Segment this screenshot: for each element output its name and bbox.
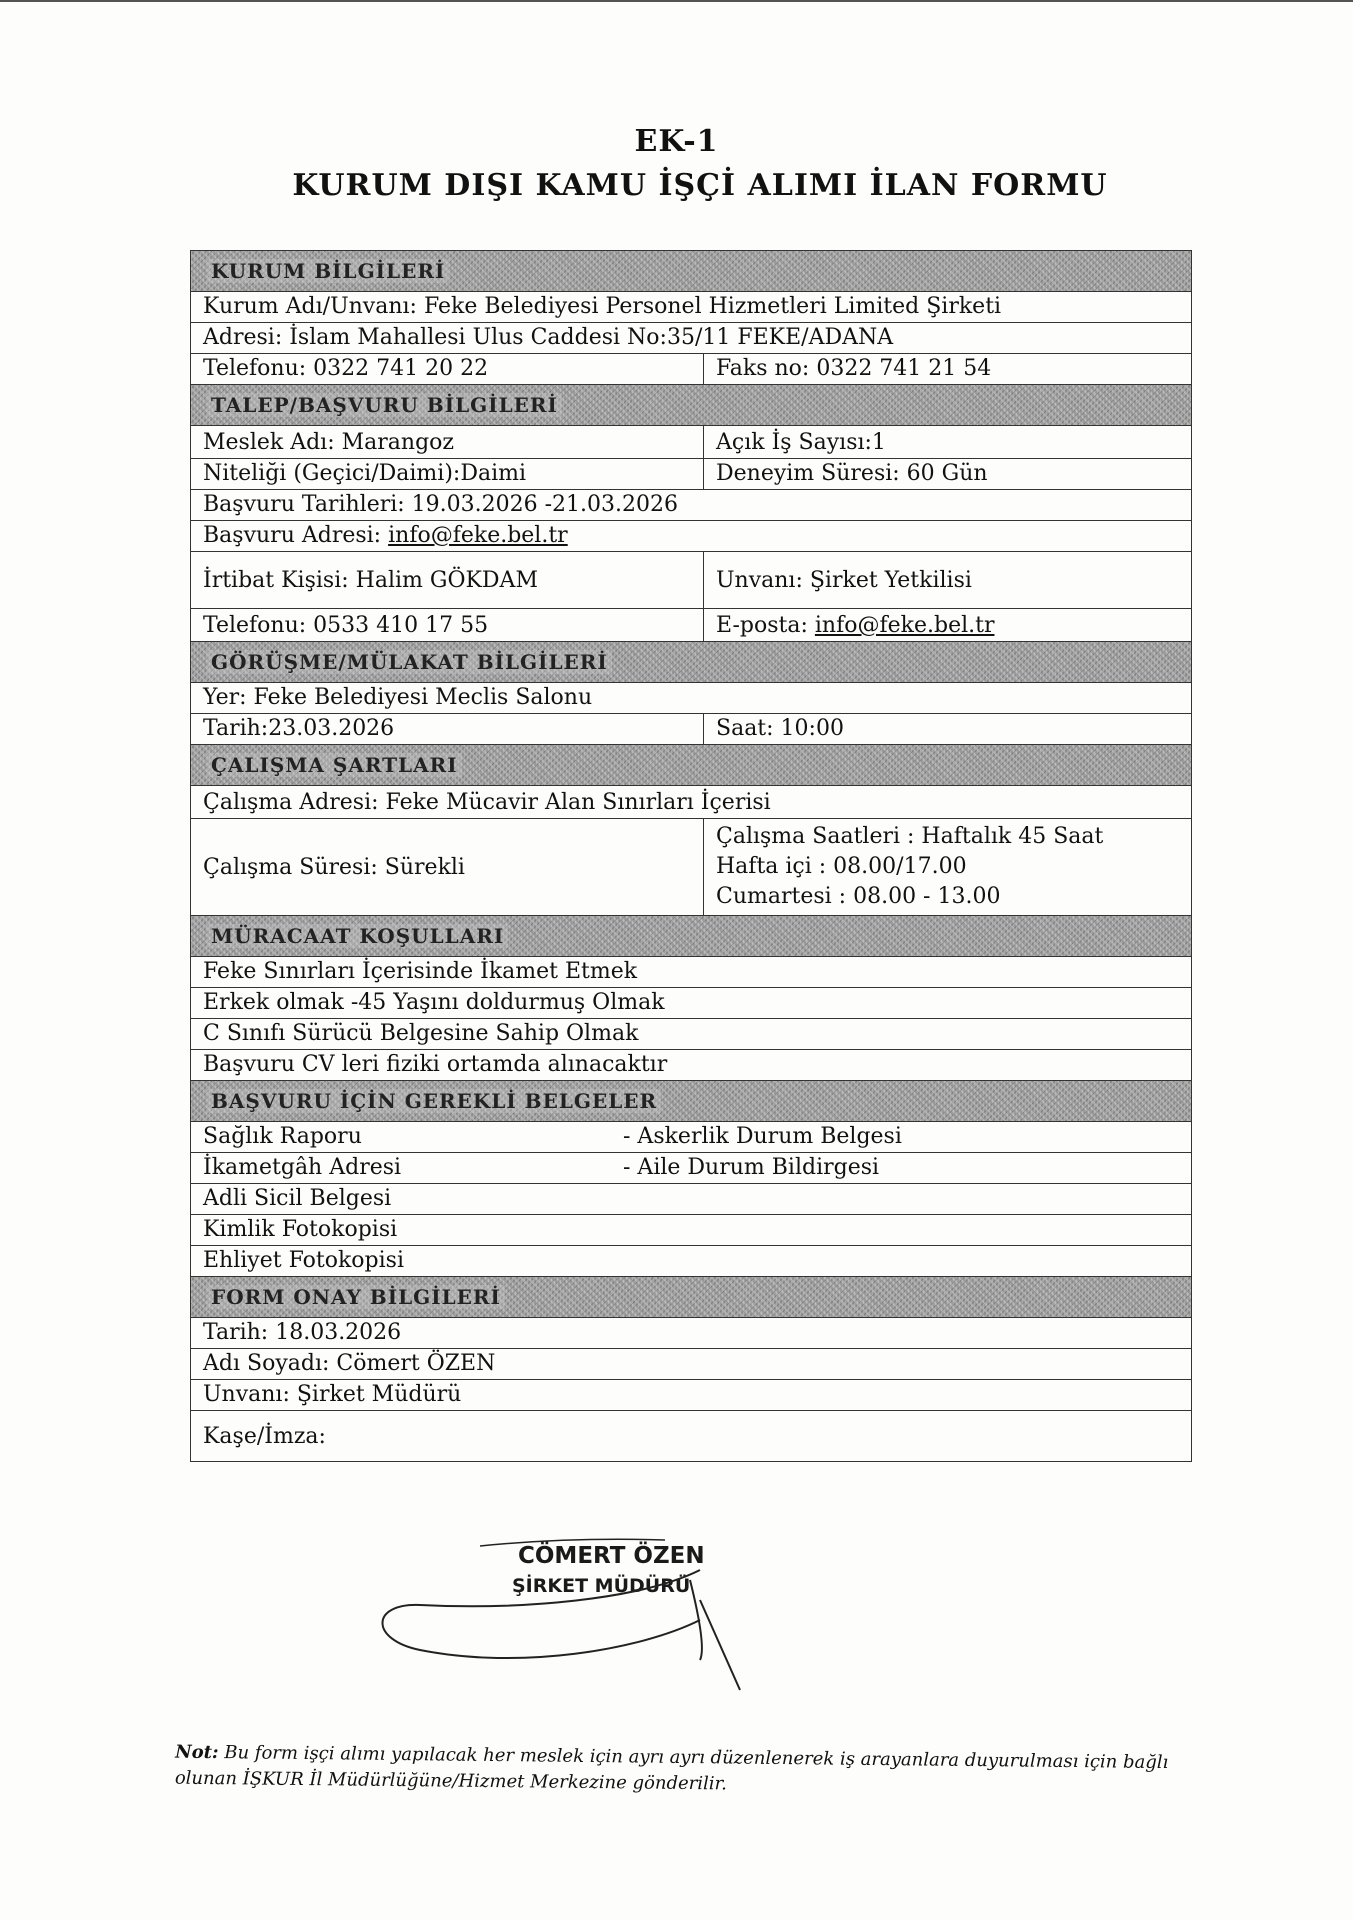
contact-person: İrtibat Kişisi: Halim GÖKDAM (191, 552, 704, 608)
condition-row (191, 988, 1191, 1019)
calisma-hours-row (191, 819, 1191, 916)
experience: Deneyim Süresi: 60 Gün (716, 461, 988, 486)
work-hours (704, 819, 1191, 915)
stamp-title: ŞİRKET MÜDÜRÜ (512, 1575, 691, 1597)
kurum-phone: Telefonu: 0322 741 20 22 (191, 354, 704, 384)
approver-name: Adı Soyadı: Cömert ÖZEN (203, 1351, 496, 1376)
stamp-name: CÖMERT ÖZEN (518, 1543, 705, 1569)
work-address: Çalışma Adresi: Feke Mücavir Alan Sınırları İçerisi (203, 790, 771, 815)
document-item: Ehliyet Fotokopisi (203, 1248, 404, 1273)
work-duration: Çalışma Süresi: Sürekli (191, 819, 704, 915)
talep-contact-row (191, 552, 1191, 609)
section-gorusme-header: GÖRÜŞME/MÜLAKAT BİLGİLERİ (191, 642, 1191, 683)
contact-email-link[interactable]: info@feke.bel.tr (814, 613, 995, 638)
section-muracaat-header: MÜRACAAT KOŞULLARI (191, 916, 1191, 957)
section-belgeler-header: BAŞVURU İÇİN GEREKLİ BELGELER (191, 1081, 1191, 1122)
document-row (191, 1246, 1191, 1277)
footer-note-text: Bu form işçi alımı yapılacak her meslek için ayrı ayrı düzenlenerek iş arayanlara duyurulması için bağlı olunan İŞKUR İl Müdürlüğüne/Hizmet Merkezine gönderilir. (174, 1742, 1169, 1795)
document-item: - Aile Durum Bildirgesi (623, 1155, 880, 1180)
footer-note-label: Not: (175, 1741, 219, 1764)
form-code: EK-1 (634, 124, 719, 159)
document-row (191, 1153, 1191, 1184)
contact-email: E-posta: info@feke.bel.tr (716, 613, 995, 638)
onay-date-row (191, 1318, 1191, 1349)
talep-phone-row (191, 609, 1191, 642)
section-talep-header: TALEP/BAŞVURU BİLGİLERİ (191, 385, 1191, 426)
condition-item: Erkek olmak -45 Yaşını doldurmuş Olmak (203, 990, 665, 1015)
contact-title: Unvanı: Şirket Yetkilisi (716, 567, 972, 593)
application-email-link[interactable]: info@feke.bel.tr (388, 523, 568, 548)
section-onay-header: FORM ONAY BİLGİLERİ (191, 1277, 1191, 1318)
onay-stamp-row (191, 1411, 1191, 1462)
document-item: İkametgâh Adresi (203, 1155, 402, 1180)
document-row (191, 1215, 1191, 1246)
application-form-table (190, 250, 1192, 1462)
condition-row (191, 1050, 1191, 1081)
document-row (191, 1184, 1191, 1215)
document-item: Kimlik Fotokopisi (203, 1217, 398, 1242)
calisma-address-row (191, 786, 1191, 819)
approver-title: Unvanı: Şirket Müdürü (203, 1382, 462, 1407)
talep-dates-row (191, 490, 1191, 521)
work-hours-weekly: Çalışma Saatleri : Haftalık 45 Saat (716, 824, 1104, 849)
talep-nature-row (191, 459, 1191, 490)
work-hours-weekday: Hafta içi : 08.00/17.00 (716, 854, 967, 879)
section-kurum-header: KURUM BİLGİLERİ (191, 251, 1191, 292)
application-address: Başvuru Adresi: info@feke.bel.tr (203, 523, 568, 548)
interview-date: Tarih:23.03.2026 (191, 714, 704, 744)
kurum-name: Kurum Adı/Unvanı: Feke Belediyesi Personel Hizmetleri Limited Şirketi (203, 294, 1002, 319)
contact-phone: Telefonu: 0533 410 17 55 (191, 609, 704, 641)
application-dates: Başvuru Tarihleri: 19.03.2026 -21.03.2026 (203, 492, 679, 517)
profession: Meslek Adı: Marangoz (191, 426, 704, 458)
approval-date: Tarih: 18.03.2026 (203, 1320, 402, 1345)
document-row (191, 1122, 1191, 1153)
interview-place: Yer: Feke Belediyesi Meclis Salonu (203, 685, 593, 710)
section-calisma-header: ÇALIŞMA ŞARTLARI (191, 745, 1191, 786)
gorusme-date-row (191, 714, 1191, 745)
gorusme-place-row (191, 683, 1191, 714)
form-title: KURUM DIŞI KAMU İŞÇİ ALIMI İLAN FORMU (292, 168, 1108, 203)
work-hours-saturday: Cumartesi : 08.00 - 13.00 (716, 884, 1001, 909)
top-border-line (0, 0, 1353, 2)
open-jobs: Açık İş Sayısı:1 (716, 430, 886, 455)
kurum-address-row (191, 323, 1191, 354)
stamp-signature-label: Kaşe/İmza: (203, 1423, 326, 1449)
interview-time: Saat: 10:00 (716, 716, 844, 741)
document-item: - Askerlik Durum Belgesi (623, 1124, 902, 1149)
document-item: Adli Sicil Belgesi (203, 1186, 392, 1211)
document-item: Sağlık Raporu (203, 1124, 362, 1149)
condition-row (191, 1019, 1191, 1050)
condition-item: C Sınıfı Sürücü Belgesine Sahip Olmak (203, 1021, 639, 1046)
onay-name-row (191, 1349, 1191, 1380)
onay-title-row (191, 1380, 1191, 1411)
nature: Niteliği (Geçici/Daimi):Daimi (191, 459, 704, 489)
footer-note (175, 1740, 1195, 1803)
condition-item: Feke Sınırları İçerisinde İkamet Etmek (203, 959, 638, 984)
condition-row (191, 957, 1191, 988)
talep-address-row (191, 521, 1191, 552)
kurum-address: Adresi: İslam Mahallesi Ulus Caddesi No:35/11 FEKE/ADANA (203, 325, 894, 350)
kurum-phone-row (191, 354, 1191, 385)
condition-item: Başvuru CV leri fiziki ortamda alınacaktır (203, 1052, 668, 1077)
kurum-fax: Faks no: 0322 741 21 54 (716, 356, 992, 381)
kurum-name-row (191, 292, 1191, 323)
talep-profession-row (191, 426, 1191, 459)
